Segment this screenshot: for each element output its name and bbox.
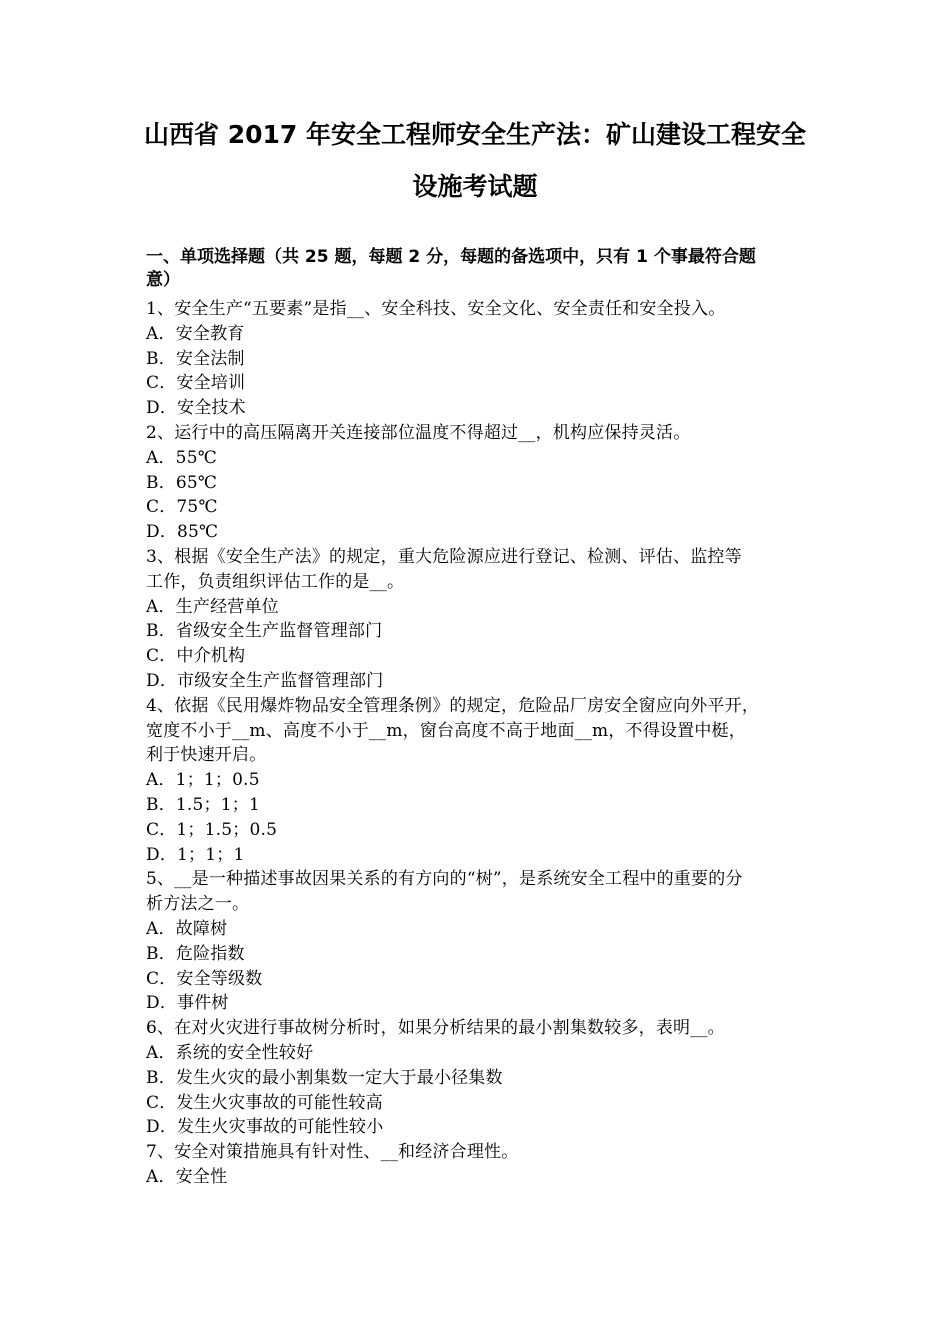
section-heading-line-1: 一、单项选择题（共 25 题，每题 2 分，每题的备选项中，只有 1 个事最符合题	[146, 247, 756, 267]
document-title-line-2: 设施考试题	[412, 172, 538, 201]
answer-option: C．75℃	[146, 497, 218, 518]
answer-option: A．系统的安全性较好	[146, 1042, 314, 1063]
answer-option: A．安全教育	[146, 323, 245, 344]
answer-option: D．事件树	[146, 993, 229, 1014]
answer-option: D．发生火灾事故的可能性较小	[146, 1117, 384, 1138]
question-text-line: 工作，负责组织评估工作的是__。	[146, 571, 405, 592]
question-text-line: 利于快速开启。	[146, 745, 267, 766]
question-text-line: 2、运行中的高压隔离开关连接部位温度不得超过__，机构应保持灵活。	[146, 422, 691, 443]
section-heading	[146, 246, 811, 292]
question-text-line: 1、安全生产“五要素”是指__、安全科技、安全文化、安全责任和安全投入。	[146, 299, 726, 319]
answer-option: D．85℃	[146, 522, 219, 543]
answer-option: C．中介机构	[146, 646, 246, 667]
question-text-line: 6、在对火灾进行事故树分析时，如果分析结果的最小割集数较多，表明__。	[146, 1018, 725, 1039]
answer-option: B．安全法制	[146, 348, 245, 369]
answer-option: D．安全技术	[146, 398, 246, 419]
answer-option: D．市级安全生产监督管理部门	[146, 670, 384, 691]
question-text-line: 7、安全对策措施具有针对性、__和经济合理性。	[146, 1142, 519, 1163]
answer-option: C．1；1.5；0.5	[146, 819, 278, 840]
answer-option: C．安全等级数	[146, 968, 263, 989]
question-text-line: 5、__是一种描述事故因果关系的有方向的“树”，是系统安全工程中的重要的分	[146, 869, 743, 890]
document-title-line-1: 山西省 2017 年安全工程师安全生产法：矿山建设工程安全	[144, 120, 806, 149]
answer-option: A．安全性	[146, 1166, 228, 1187]
question-text-line: 宽度不小于__m、高度不小于__m，窗台高度不高于地面__m，不得设置中梃，	[146, 720, 746, 741]
answer-option: B．危险指数	[146, 943, 245, 964]
question-list	[146, 297, 811, 1190]
answer-option: A．生产经营单位	[146, 596, 279, 617]
answer-option: B．65℃	[146, 472, 218, 493]
question-text-line: 3、根据《安全生产法》的规定，重大危险源应进行登记、检测、评估、监控等	[146, 546, 742, 567]
answer-option: B．发生火灾的最小割集数一定大于最小径集数	[146, 1067, 503, 1088]
answer-option: B．1.5；1；1	[146, 794, 260, 815]
answer-option: A．1；1；0.5	[146, 770, 260, 791]
question-text-line: 析方法之一。	[146, 894, 250, 915]
answer-option: B．省级安全生产监督管理部门	[146, 621, 383, 642]
answer-option: A．55℃	[146, 447, 217, 468]
question-text-line: 4、依据《民用爆炸物品安全管理条例》的规定，危险品厂房安全窗应向外平开，	[146, 695, 760, 716]
answer-option: D．1；1；1	[146, 844, 245, 865]
section-heading-line-2: 意）	[146, 270, 180, 290]
answer-option: C．发生火灾事故的可能性较高	[146, 1092, 383, 1113]
answer-option: A．故障树	[146, 918, 228, 939]
answer-option: C．安全培训	[146, 373, 246, 394]
